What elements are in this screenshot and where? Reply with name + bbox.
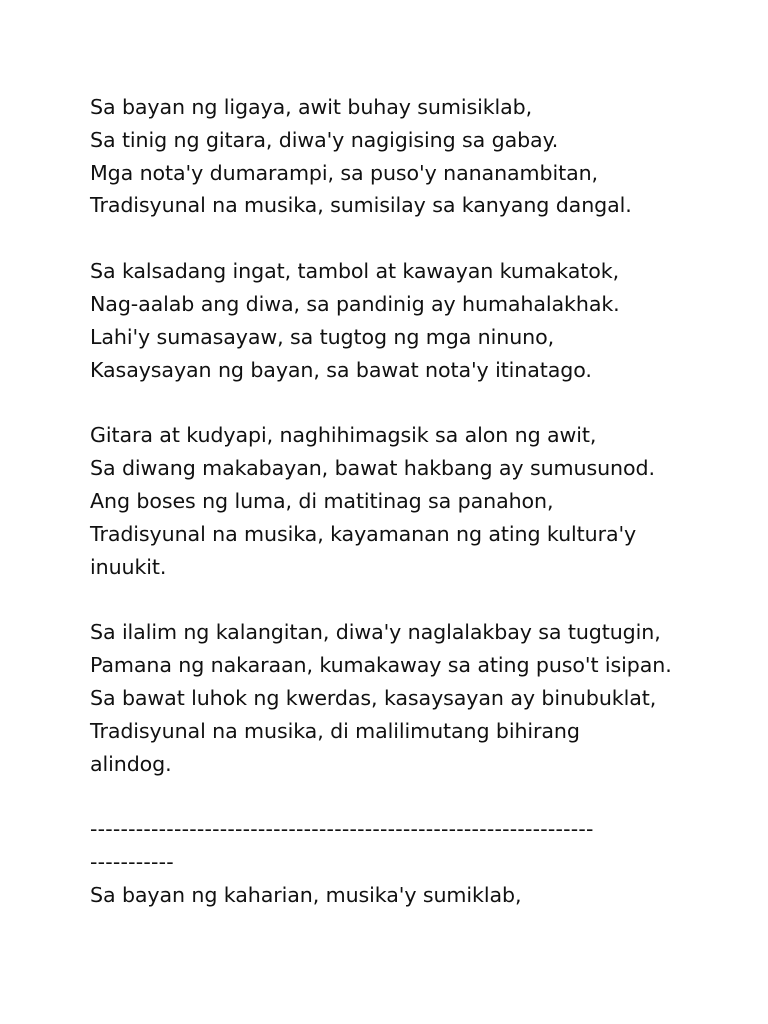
stanza-3 [90,419,730,583]
poem-line: Sa diwang makabayan, bawat hakbang ay sumusunod. [90,456,655,481]
poem-line: Mga nota'y dumarampi, sa puso'y nananambitan, [90,160,598,185]
poem-line: Lahi'y sumasayaw, sa tugtog ng mga ninuno, [90,324,555,349]
poem-line: Sa bawat luhok ng kwerdas, kasaysayan ay binubuklat, [90,685,657,710]
poem-line: Sa tinig ng gitara, diwa'y nagigising sa gabay. [90,127,559,152]
section-separator [90,813,730,879]
stanza-1 [90,91,730,222]
poem-line: Tradisyunal na musika, kayamanan ng ating kultura'y [90,521,637,546]
poem-line: Tradisyunal na musika, sumisilay sa kanyang dangal. [90,193,632,218]
poem-line: Sa kalsadang ingat, tambol at kawayan kumakatok, [90,259,620,284]
poem-line: Sa bayan ng ligaya, awit buhay sumisiklab, [90,95,533,119]
poem-line: inuukit. [90,554,167,579]
poem-line: Sa ilalim ng kalangitan, diwa'y naglalakbay sa tugtugin, [90,620,661,645]
poem-line: Tradisyunal na musika, di malilimutang bihirang [90,718,580,743]
document-body [90,91,730,945]
poem-line: Ang boses ng luma, di matitinag sa panahon, [90,488,554,513]
poem-line: Sa bayan ng kaharian, musika'y sumiklab, [90,882,522,907]
separator-line: ------------------------------------------------------------------ [90,817,594,842]
stanza-2 [90,255,730,386]
separator-line: ----------- [90,850,174,875]
stanza-5 [90,879,730,912]
poem-line: Pamana ng nakaraan, kumakaway sa ating puso't isipan. [90,653,672,678]
poem-line: Nag-aalab ang diwa, sa pandinig ay humahalakhak. [90,291,620,316]
poem-line: Gitara at kudyapi, naghihimagsik sa alon ng awit, [90,423,597,448]
poem-line: alindog. [90,751,172,776]
stanza-4 [90,616,730,780]
poem-line: Kasaysayan ng bayan, sa bawat nota'y itinatago. [90,357,592,382]
